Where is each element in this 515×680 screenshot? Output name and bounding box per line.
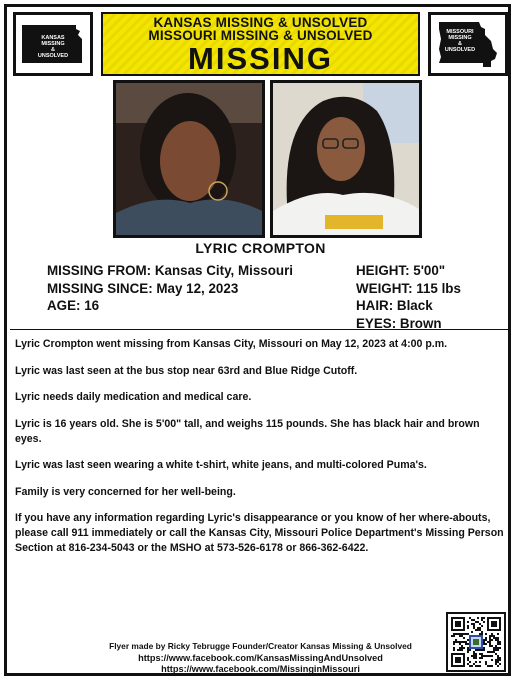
age: AGE: 16 [47,298,100,313]
flyer-credit: Flyer made by Ricky Tebrugge Founder/Creator Kansas Missing & Unsolved [109,641,412,651]
banner-title: MISSING [188,41,333,76]
paragraph-missing-from: Lyric Crompton went missing from Kansas City, Missouri on May 12, 2023 at 4:00 p.m. [15,338,448,350]
details-left [47,262,293,315]
missing-flyer [4,4,511,676]
kansas-logo-text: KANSAS MISSING & UNSOLVED [37,35,69,59]
kansas-map-icon [20,19,86,69]
missouri-logo [428,12,508,76]
missing-banner [101,12,420,76]
banner-line-missouri: MISSOURI MISSING & UNSOLVED [148,28,373,43]
paragraph-last-seen-location: Lyric was last seen at the bus stop near 63rd and Blue Ridge Cutoff. [15,364,358,377]
missing-from: MISSING FROM: Kansas City, Missouri [47,263,294,278]
eyes: EYES: Brown [356,315,442,331]
kansas-logo [13,12,93,76]
height: HEIGHT: 5'00" [356,263,446,278]
person-name: LYRIC CROMPTON [195,240,326,256]
photo-1 [113,80,265,238]
paragraph-family: Family is very concerned for her well-being. [15,485,236,498]
missouri-map-icon [435,19,501,69]
description [15,337,507,568]
missouri-logo-text: MISSOURI MISSING & UNSOLVED [444,29,476,53]
hair: HAIR: Black [356,298,433,313]
paragraph-medical: Lyric needs daily medication and medical care. [15,391,252,403]
paragraph-contact: If you have any information regarding Lyric's disappearance or you know of her where-abouts, please call 911 immediately or call the Kansas City, Missouri Police Department's Missing Person Section at 816-234-5043 or the MSHO at 573-526-6178 or 866-362-6422. [15,512,504,554]
footer [7,641,514,676]
missing-since: MISSING SINCE: May 12, 2023 [47,280,239,296]
weight: WEIGHT: 115 lbs [356,280,461,296]
divider [10,329,511,330]
header [13,12,508,76]
qr-code-icon[interactable] [446,612,506,672]
paragraph-clothing: Lyric was last seen wearing a white t-shirt, white jeans, and multi-colored Puma's. [15,459,427,471]
facebook-link-missouri[interactable]: https://www.facebook.com/MissinginMissouri [161,664,360,674]
facebook-link-kansas[interactable]: https://www.facebook.com/KansasMissingAndUnsolved [138,652,383,663]
photo-2 [270,80,422,238]
details-right [356,262,461,332]
banner-line-kansas: KANSAS MISSING & UNSOLVED [153,15,368,30]
paragraph-description: Lyric is 16 years old. She is 5'00" tall, and weighs 115 pounds. She has black hair and brown eyes. [15,417,480,445]
